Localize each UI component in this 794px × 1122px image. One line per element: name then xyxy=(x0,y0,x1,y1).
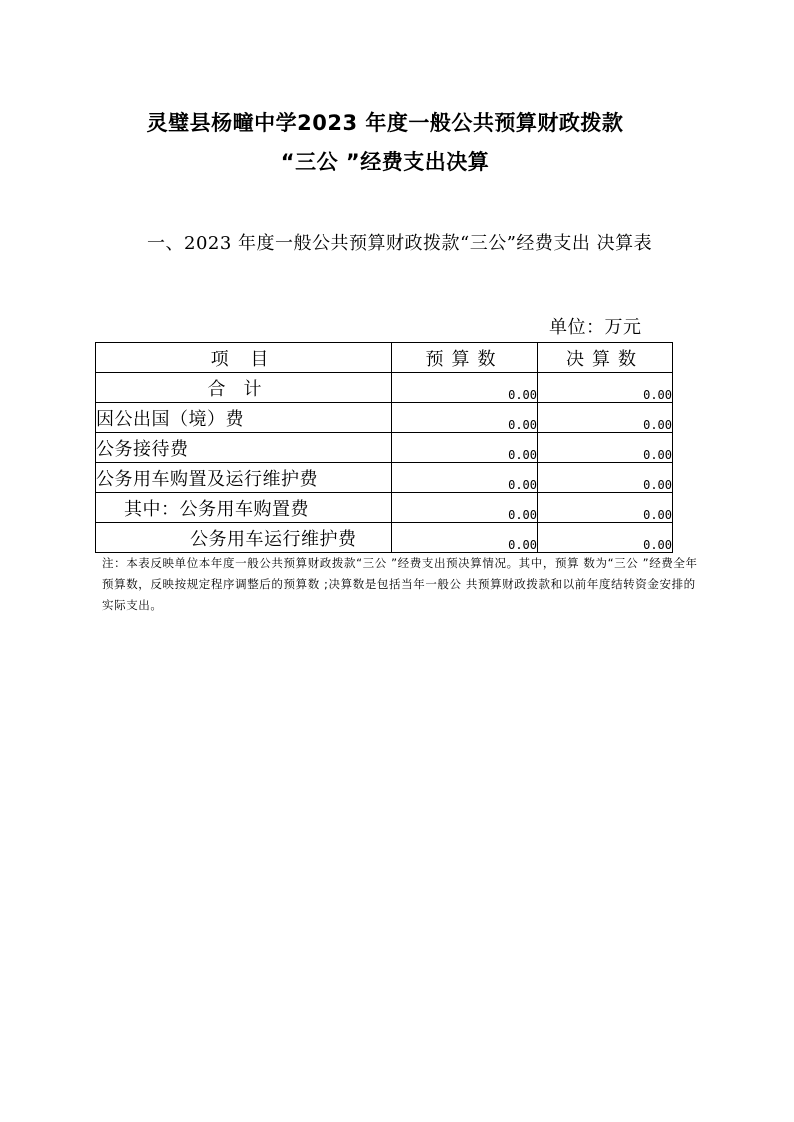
row-final: 0.00 xyxy=(538,403,673,433)
total-budget: 0.00 xyxy=(392,373,538,403)
section-heading: 一、2023 年度一般公共预算财政拨款“三公”经费支出 决算表 xyxy=(147,233,653,254)
total-label: 合计 xyxy=(96,373,392,403)
row-final: 0.00 xyxy=(538,523,673,553)
table-footnote: 注：本表反映单位本年度一般公共预算财政拨款“三公 ”经费支出预决算情况。其中，预算 数为“三公 ”经费全年预算数，反映按规定程序调整后的预算数 ;决算数是包括当年一般公 共预算财政拨款和以前年度结转资金安排的实际支出。 xyxy=(102,556,698,612)
row-budget: 0.00 xyxy=(392,523,538,553)
row-final: 0.00 xyxy=(538,463,673,493)
table-row xyxy=(96,523,673,553)
table-row xyxy=(96,403,673,433)
header-budget: 预算数 xyxy=(392,343,538,373)
row-budget: 0.00 xyxy=(392,463,538,493)
table-row xyxy=(96,493,673,523)
table-row xyxy=(96,433,673,463)
total-final: 0.00 xyxy=(538,373,673,403)
table-header-row xyxy=(96,343,673,373)
row-label: 公务用车购置及运行维护费 xyxy=(96,463,392,493)
document-title-line-2: “三公 ”经费支出决算 xyxy=(280,150,490,174)
document-title-line-1: 灵璧县杨疃中学2023 年度一般公共预算财政拨款 xyxy=(146,111,624,135)
row-label: 因公出国（境）费 xyxy=(96,403,392,433)
row-label: 公务接待费 xyxy=(96,433,392,463)
row-final: 0.00 xyxy=(538,493,673,523)
row-budget: 0.00 xyxy=(392,403,538,433)
header-final: 决算数 xyxy=(538,343,673,373)
header-item: 项 目 xyxy=(96,343,392,373)
table-row xyxy=(96,463,673,493)
unit-label: 单位：万元 xyxy=(549,317,642,338)
row-label: 其中：公务用车购置费 xyxy=(96,493,392,523)
expense-table xyxy=(95,342,673,553)
row-budget: 0.00 xyxy=(392,433,538,463)
row-label: 公务用车运行维护费 xyxy=(96,523,392,553)
total-row xyxy=(96,373,673,403)
row-final: 0.00 xyxy=(538,433,673,463)
row-budget: 0.00 xyxy=(392,493,538,523)
